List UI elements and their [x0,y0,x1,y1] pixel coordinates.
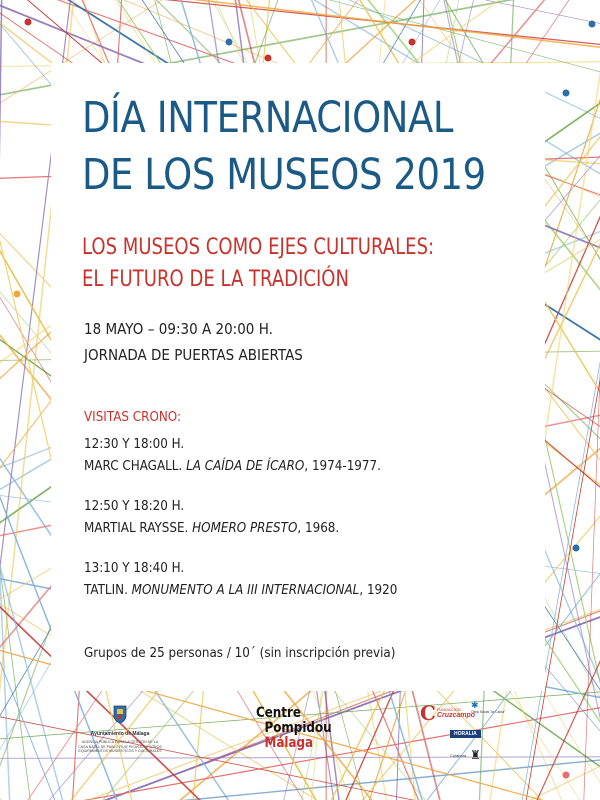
visit-work-title: MONUMENTO A LA III INTERNACIONAL [131,583,360,598]
subtitle-line-1: LOS MUSEOS COMO EJES CULTURALES: [82,235,435,260]
visit-item [84,558,397,602]
caixa-name: Obra Social "la Caixa" [471,710,506,714]
decorative-dot [589,21,596,28]
colabora-label: Colabora [450,753,467,758]
decorative-dot [563,90,570,97]
visit-artist: MARTIAL RAYSSE. [84,521,193,536]
pompidou-line-2: Pompidou [264,720,332,736]
city-shield-icon [112,704,128,724]
caixa-star-icon: ✱ [471,700,479,710]
visit-times: 13:10 Y 18:40 H. [84,561,185,576]
visits-section [84,408,397,620]
cruzcampo-name: Cruzcampo [436,711,476,719]
visit-work-title: HOMERO PRESTO [192,521,298,536]
visit-work [84,518,397,540]
visit-work [84,580,397,602]
cruzcampo-foundation-label: FUNDACIÓN [436,706,461,712]
centre-pompidou-logo [256,706,332,751]
main-title [82,90,486,204]
decorative-dot [226,39,233,46]
decorative-dot [409,39,416,46]
visit-times: 12:50 Y 18:20 H. [84,499,185,514]
ayuntamiento-description: AGENCIA PÚBLICA PARA LA GESTIÓN DE LA CASA NATAL DE PABLO RUIZ PICASSO Y OTROS EQUIPAMIENTOS MUSEÍSTICOS Y CULTURALES [78,740,162,753]
title-line-1: DÍA INTERNACIONAL [82,93,454,143]
decorative-dot [563,772,570,779]
event-info [84,316,303,368]
visits-heading: VISITAS CRONO: [84,410,182,425]
collaborator-figure-icon: ♜ [470,748,481,762]
ayuntamiento-logo [78,704,162,754]
visit-work-title: LA CAÍDA DE ÍCARO [186,459,305,474]
decorative-dot [573,545,580,552]
visit-year: , 1974-1977. [304,459,381,474]
subtitle-line-2: EL FUTURO DE LA TRADICIÓN [82,267,350,292]
event-date-time: 18 MAYO – 09:30 A 20:00 H. [84,320,273,338]
pompidou-line-3: Málaga [264,735,314,751]
decorative-dot [265,55,272,62]
event-open-day: JORNADA DE PUERTAS ABIERTAS [84,346,303,364]
pompidou-line-1: Centre [256,705,301,721]
decorative-dot [14,291,21,298]
visit-item [84,434,397,478]
visit-year: , 1920 [359,583,398,598]
visit-artist: TATLIN. [84,583,132,598]
visit-year: , 1968. [297,521,340,536]
visit-times: 12:30 Y 18:00 H. [84,437,185,452]
groups-note: Grupos de 25 personas / 10´ (sin inscripción previa) [84,646,396,661]
decorative-line [0,746,2,800]
title-line-2: DE LOS MUSEOS 2019 [82,150,486,200]
ayuntamiento-name: Ayuntamiento de Málaga [90,731,150,737]
sponsor-logos [418,701,528,781]
decorative-dot [25,19,32,26]
decorative-line [437,0,600,26]
subtitle [82,232,434,296]
cruzcampo-logo [420,703,475,723]
horalia-logo: HORALIA [450,730,481,738]
cruzcampo-c-icon: C [420,701,436,725]
visit-artist: MARC CHAGALL. [84,459,187,474]
visit-work [84,456,397,478]
visit-item [84,496,397,540]
la-caixa-logo [471,701,511,714]
